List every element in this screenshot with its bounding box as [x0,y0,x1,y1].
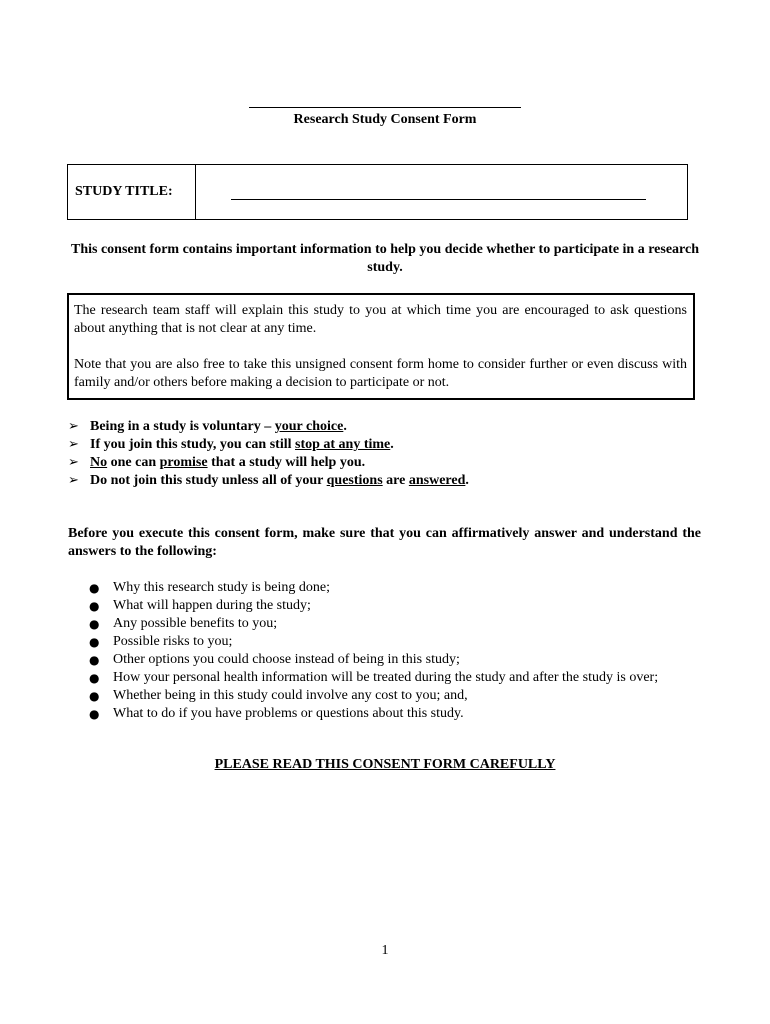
before-you-execute-text: Before you execute this consent form, make sure that you can affirmatively answer and understand the answers to the following: [68,526,701,559]
round-bullet-icon: ● [89,635,100,649]
list-item: ● What will happen during the study; [89,598,311,613]
key-point: ➢ Do not join this study unless all of your questions are answered. [68,473,469,488]
list-item: ● What to do if you have problems or questions about this study. [89,706,464,721]
notice-paragraph-1: The research team staff will explain this study to you at which time you are encouraged to ask questions about anything that is not clear at any time. [74,303,687,336]
checklist [88,579,728,723]
page-title: Research Study Consent Form [293,112,477,127]
list-item: ● Whether being in this study could involve any cost to you; and, [89,688,468,703]
key-point: ➢ Being in a study is voluntary – your choice. [68,419,347,434]
list-item: ● Any possible benefits to you; [89,616,278,631]
study-title-blank-line [231,199,646,200]
key-point: ➢ If you join this study, you can still stop at any time. [68,437,394,452]
round-bullet-icon: ● [89,617,100,631]
intro-statement: This consent form contains important information to help you decide whether to participate in a research study. [70,242,700,275]
key-point: ➢ No one can promise that a study will help you. [68,455,366,470]
arrowhead-bullet-icon: ➢ [68,437,79,452]
study-title-label: STUDY TITLE: [68,165,196,219]
page-number: 1 [381,943,389,958]
round-bullet-icon: ● [89,671,100,685]
arrowhead-bullet-icon: ➢ [68,419,79,434]
notice-box [67,293,695,400]
list-item: ● Other options you could choose instead of being in this study; [89,652,460,667]
arrowhead-bullet-icon: ➢ [68,455,79,470]
list-item: ● Possible risks to you; [89,634,233,649]
list-item: ● Why this research study is being done; [89,580,330,595]
round-bullet-icon: ● [89,581,100,595]
list-item: ● How your personal health information will be treated during the study and after the study is over; [89,670,659,685]
arrowhead-bullet-icon: ➢ [68,473,79,488]
key-points-list [68,418,708,490]
round-bullet-icon: ● [89,707,100,721]
please-read-heading: PLEASE READ THIS CONSENT FORM CAREFULLY [214,757,556,772]
study-title-table [67,164,688,220]
title-rule [249,107,521,108]
notice-paragraph-2: Note that you are also free to take this unsigned consent form home to consider further or even discuss with family and/or others before making a decision to participate or not. [74,357,687,390]
round-bullet-icon: ● [89,653,100,667]
round-bullet-icon: ● [89,689,100,703]
round-bullet-icon: ● [89,599,100,613]
